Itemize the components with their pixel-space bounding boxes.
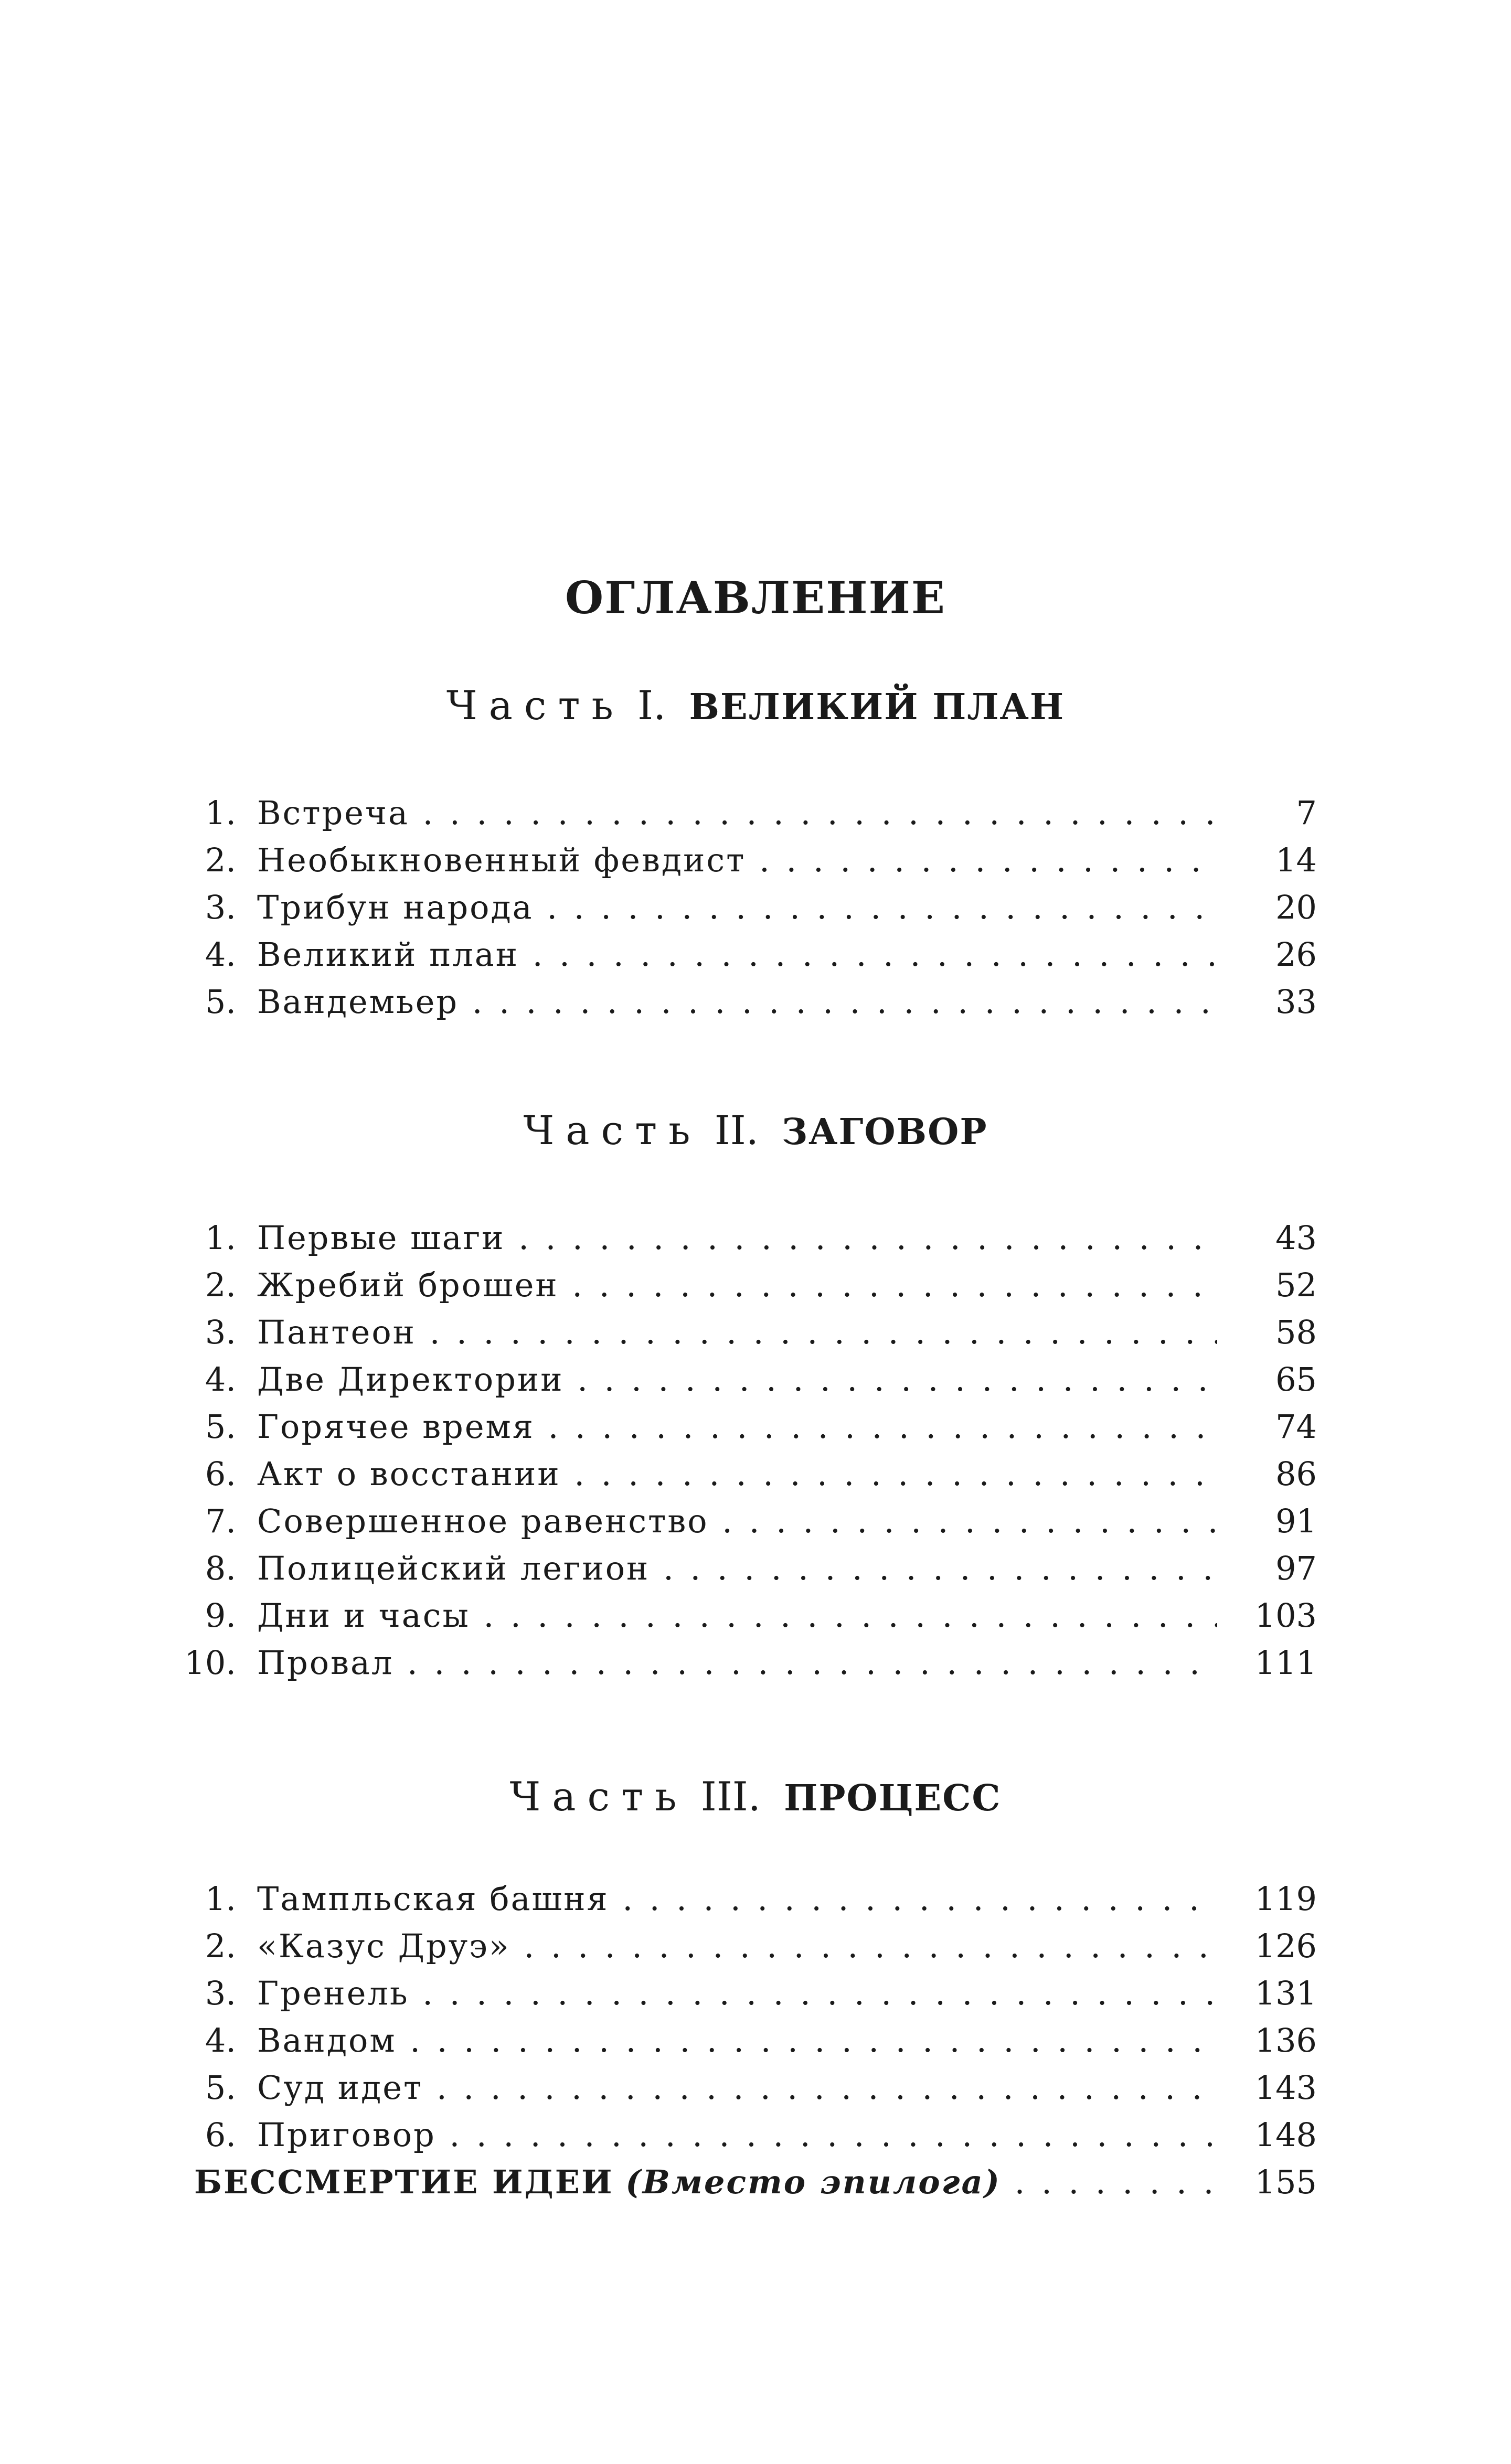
toc-entry[interactable]: [0, 1970, 1511, 2017]
entry-page: 58: [1275, 1313, 1317, 1351]
toc-entry[interactable]: [0, 1262, 1511, 1309]
entry-page: 111: [1254, 1644, 1317, 1682]
entry-title: Вандом . .: [257, 2017, 1217, 2064]
entry-title: «Казус Друэ» . .: [257, 1923, 1217, 1970]
part-title: ПРОЦЕСС: [784, 1777, 1002, 1819]
entry-number: 10.: [184, 1644, 236, 1682]
toc-entry[interactable]: [0, 1592, 1511, 1639]
entry-page: 74: [1275, 1407, 1317, 1446]
toc-entry[interactable]: [0, 837, 1511, 884]
entry-title: Провал . .: [257, 1639, 1217, 1687]
entry-number: 8.: [205, 1549, 236, 1587]
entry-page: 86: [1275, 1455, 1317, 1493]
toc-entry[interactable]: [0, 2017, 1511, 2064]
epilogue-subtitle: (Вместо эпилога): [625, 2163, 1001, 2201]
entry-page: 52: [1275, 1266, 1317, 1304]
part-2-entries: [0, 1214, 1511, 1687]
toc-entry[interactable]: [0, 1214, 1511, 1262]
toc-entry[interactable]: [0, 1875, 1511, 1923]
part-2-heading: [0, 1107, 1511, 1154]
entry-page: 7: [1296, 794, 1317, 832]
entry-number: 2.: [205, 841, 236, 879]
entry-page: 143: [1254, 2068, 1317, 2107]
toc-entry[interactable]: [0, 884, 1511, 931]
entry-number: 3.: [205, 888, 236, 926]
entry-title: Первые шаги . .: [257, 1214, 1217, 1262]
entry-title: Приговор . .: [257, 2111, 1217, 2159]
part-numeral: II.: [714, 1107, 759, 1154]
entry-title: Суд идет . .: [257, 2064, 1217, 2111]
toc-entry[interactable]: [0, 790, 1511, 837]
entry-title: Великий план . .: [257, 931, 1217, 978]
toc-entry[interactable]: [0, 1450, 1511, 1498]
part-title: ЗАГОВОР: [782, 1111, 988, 1153]
toc-entry[interactable]: [0, 1498, 1511, 1545]
entry-title: Акт о восстании . .: [257, 1450, 1217, 1498]
entry-number: 4.: [205, 935, 236, 974]
entry-title: Жребий брошен . .: [257, 1262, 1217, 1309]
entry-number: 1.: [205, 1219, 236, 1257]
entry-page: 20: [1275, 888, 1317, 926]
part-word: Часть: [446, 682, 625, 729]
entry-page: 43: [1275, 1219, 1317, 1257]
toc-entry[interactable]: [0, 931, 1511, 978]
toc-entry[interactable]: [0, 1356, 1511, 1403]
entry-page: 136: [1254, 2021, 1317, 2060]
part-3-entries: [0, 1875, 1511, 2206]
entry-page: 91: [1275, 1502, 1317, 1540]
entry-number: 2.: [205, 1266, 236, 1304]
part-title: ВЕЛИКИЙ ПЛАН: [689, 686, 1065, 728]
entry-number: 4.: [205, 1360, 236, 1399]
part-1-entries: [0, 790, 1511, 1026]
entry-number: 1.: [205, 794, 236, 832]
part-word: Часть: [509, 1773, 688, 1820]
entry-page: 26: [1275, 935, 1317, 974]
epilogue-main-title: БЕССМЕРТИЕ ИДЕИ: [194, 2163, 614, 2201]
part-1-heading: [0, 682, 1511, 729]
part-3-heading: [0, 1773, 1511, 1820]
entry-title: Две Директории . .: [257, 1356, 1217, 1403]
entry-number: 5.: [205, 2068, 236, 2107]
entry-number: 6.: [205, 1455, 236, 1493]
part-numeral: III.: [700, 1773, 761, 1820]
epilogue-title: [194, 2159, 1217, 2206]
toc-entry[interactable]: [0, 1403, 1511, 1450]
entry-title: Трибун народа . .: [257, 884, 1217, 931]
entry-title: Вандемьер . .: [257, 978, 1217, 1026]
entry-page: 126: [1254, 1927, 1317, 1965]
entry-page: 119: [1254, 1880, 1317, 1918]
toc-entry[interactable]: [0, 1923, 1511, 1970]
entry-title: Необыкновенный февдист . .: [257, 837, 1217, 884]
entry-page: 103: [1254, 1596, 1317, 1635]
entry-number: 5.: [205, 983, 236, 1021]
part-word: Часть: [523, 1107, 702, 1154]
entry-page: 155: [1254, 2163, 1317, 2201]
entry-page: 65: [1275, 1360, 1317, 1399]
part-numeral: I.: [637, 682, 666, 729]
entry-title: Гренель . .: [257, 1970, 1217, 2017]
entry-title: Горячее время . .: [257, 1403, 1217, 1450]
entry-title: Встреча . .: [257, 790, 1217, 837]
entry-number: 1.: [205, 1880, 236, 1918]
toc-entry[interactable]: [0, 2064, 1511, 2111]
entry-title: Дни и часы . .: [257, 1592, 1217, 1639]
entry-page: 97: [1275, 1549, 1317, 1587]
page-title: ОГЛАВЛЕНИЕ: [565, 572, 946, 624]
toc-entry[interactable]: [0, 978, 1511, 1026]
entry-title: Пантеон . .: [257, 1309, 1217, 1356]
entry-page: 148: [1254, 2116, 1317, 2154]
entry-title: Совершенное равенство . .: [257, 1498, 1217, 1545]
entry-number: 2.: [205, 1927, 236, 1965]
toc-entry[interactable]: [0, 1309, 1511, 1356]
toc-entry[interactable]: [0, 1545, 1511, 1592]
entry-number: 3.: [205, 1313, 236, 1351]
entry-title: Полицейский легион . .: [257, 1545, 1217, 1592]
entry-number: 5.: [205, 1407, 236, 1446]
entry-number: 9.: [205, 1596, 236, 1635]
entry-page: 131: [1254, 1974, 1317, 2012]
entry-page: 33: [1275, 983, 1317, 1021]
entry-page: 14: [1275, 841, 1317, 879]
entry-number: 4.: [205, 2021, 236, 2060]
entry-number: 7.: [205, 1502, 236, 1540]
entry-title: Тампльская башня . .: [257, 1875, 1217, 1923]
entry-number: 3.: [205, 1974, 236, 2012]
toc-entry[interactable]: [0, 1639, 1511, 1687]
toc-entry-epilogue[interactable]: [0, 2159, 1511, 2206]
entry-number: 6.: [205, 2116, 236, 2154]
toc-entry[interactable]: [0, 2111, 1511, 2159]
